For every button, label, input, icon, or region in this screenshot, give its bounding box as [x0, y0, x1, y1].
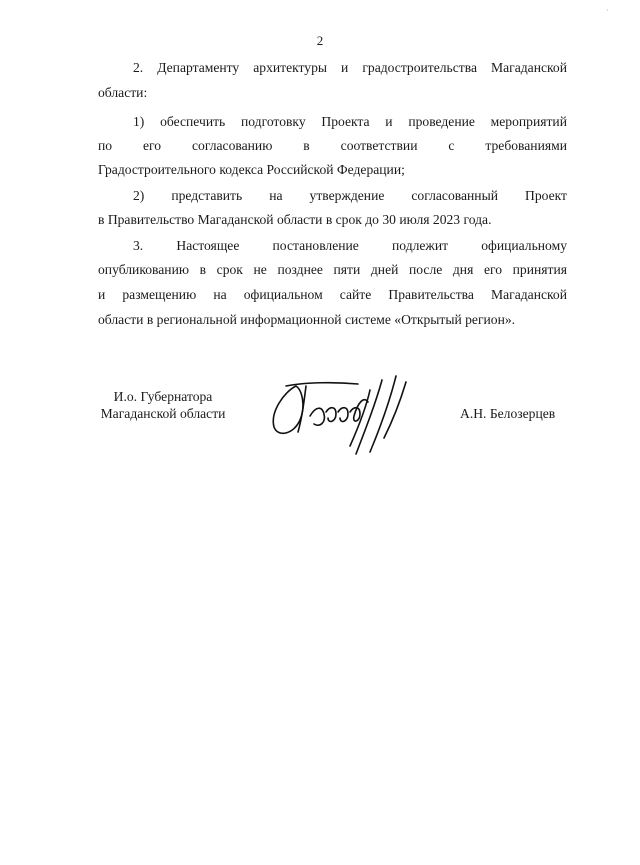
paragraph-3-line-4: области в региональной информационной системе «Открытый регион». — [98, 312, 516, 327]
paragraph-2-line-2: области: — [98, 85, 148, 100]
paragraph-3-line-1: 3. Настоящее постановление подлежит официальному — [133, 238, 567, 253]
scan-mark: · — [606, 6, 609, 15]
signatory-title — [88, 388, 238, 422]
signatory-title-line-1: И.о. Губернатора — [113, 389, 213, 404]
paragraph-2-1-line-2: по его согласованию в соответствии с требованиями — [98, 138, 567, 153]
paragraph-2-2-line-2: в Правительство Магаданской области в срок до 30 июля 2023 года. — [98, 212, 492, 227]
paragraph-3-line-2: опубликованию в срок не позднее пяти дней после дня его принятия — [98, 262, 567, 277]
page-number: 2 — [316, 33, 324, 48]
signatory-title-line-2: Магаданской области — [100, 406, 226, 421]
paragraph-2-line-1: 2. Департаменту архитектуры и градостроительства Магаданской — [133, 60, 567, 75]
paragraph-2-1-line-3: Градостроительного кодекса Российской Федерации; — [98, 162, 405, 177]
handwritten-signature — [266, 372, 414, 464]
signatory-name: А.Н. Белозерцев — [460, 406, 556, 421]
paragraph-2-1-line-1: 1) обеспечить подготовку Проекта и проведение мероприятий — [133, 114, 567, 129]
paragraph-2-2-line-1: 2) представить на утверждение согласованный Проект — [133, 188, 567, 203]
paragraph-3-line-3: и размещению на официальном сайте Правительства Магаданской — [98, 287, 567, 302]
